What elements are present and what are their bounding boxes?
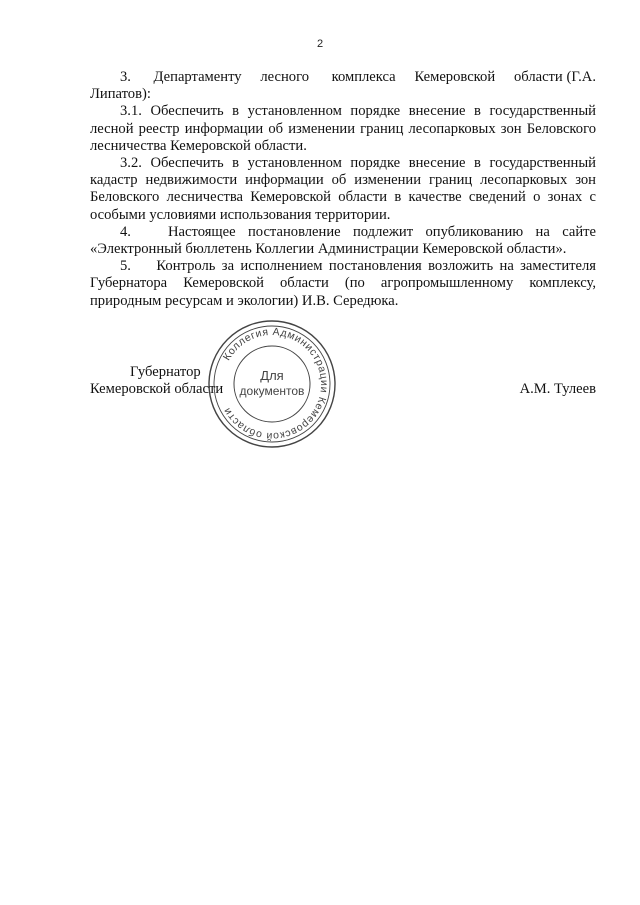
paragraph-3: 3. Департаменту лесного комплекса Кемеровской области (Г.А. Липатов): [90, 69, 596, 103]
official-stamp [206, 318, 338, 450]
page-number: 2 [316, 38, 324, 50]
paragraph-3-1: 3.1. Обеспечить в установленном порядке внесение в государственный лесной реестр информации об изменении границ лесопарковых зон Беловского лесничества Кемеровской области. [90, 103, 596, 154]
paragraph-4: 4. Настоящее постановление подлежит опубликованию на сайте «Электронный бюллетень Коллегии Администрации Кемеровской области». [90, 223, 596, 258]
stamp-ring-text: Коллегия Администрации Кемеровской области [220, 325, 331, 443]
stamp-center-line2: документов [239, 384, 305, 398]
signatory-title-line2: Кемеровской области [90, 381, 224, 398]
signatory-title-line1: Губернатор [130, 364, 201, 380]
signatory-name: А.М. Тулеев [519, 381, 596, 397]
document-body [90, 69, 596, 310]
paragraph-5: 5. Контроль за исполнением постановления возложить на заместителя Губернатора Кемеровской области (по агропромышленному комплексу, природным ресурсам и экологии) И.В. Середюка. [90, 258, 596, 309]
stamp-center-line1: Для [260, 368, 284, 383]
paragraph-3-2: 3.2. Обеспечить в установленном порядке внесение в государственный кадастр недвижимости информации об изменении границ лесопарковых зон Беловского лесничества Кемеровской области в качестве сведений о зонах с особыми условиями использования территории. [90, 155, 596, 223]
